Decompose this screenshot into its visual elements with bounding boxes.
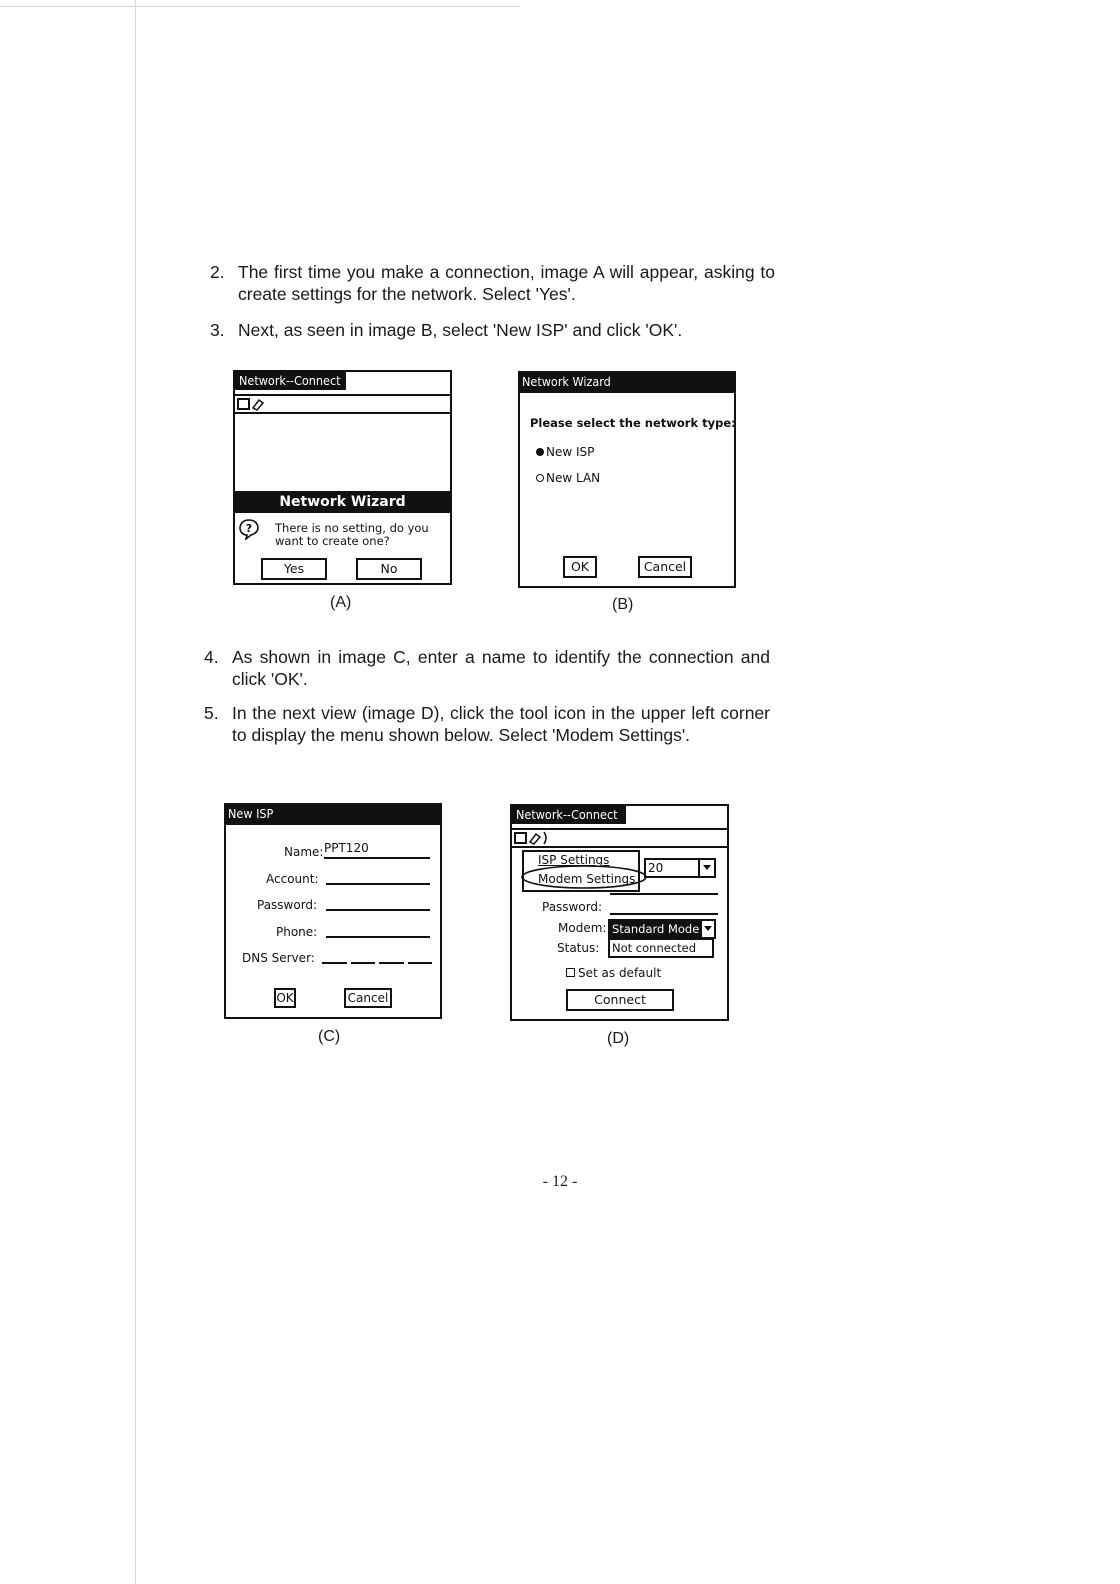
status-value: Not connected [612,941,697,955]
dialog-titlebar [233,491,452,513]
dns-server-label: DNS Server: [242,951,315,965]
account-field[interactable] [326,883,430,885]
step-number: 3. [210,320,225,340]
step-text: The first time you make a connection, image A will appear, asking to create settings for the network. Select 'Yes'. [238,262,775,304]
ok-button[interactable]: OK [563,556,597,578]
yes-button[interactable]: Yes [261,558,327,580]
caption-d: (D) [607,1030,630,1047]
connect-button[interactable]: Connect [566,989,674,1011]
network-type-prompt: Please select the network type: [530,416,736,430]
connection-select-value: 20 [648,861,664,875]
screen-c [224,803,442,1019]
status-value-box [608,938,714,958]
status-label: Status: [557,941,600,955]
step-5 [204,702,770,768]
screen-d [510,804,729,1021]
modem-select-value: Standard Mode [612,922,700,936]
checkbox-label: Set as default [578,966,662,980]
password-field[interactable] [326,909,430,911]
step-2 [210,261,775,307]
window-title: Network--Connect [235,372,346,390]
radio-new-lan[interactable] [536,471,600,485]
phone-label: Phone: [276,925,318,939]
chevron-down-icon [698,860,714,876]
toolbar [233,394,452,414]
modem-select[interactable] [608,919,716,939]
window-title: New ISP [224,803,442,825]
caption-b: (B) [612,596,634,613]
name-field[interactable]: PPT120 [324,841,369,855]
checkbox-icon [566,968,575,977]
screen-a [233,370,452,585]
menu-item-isp-settings[interactable]: ISP Settings [538,853,610,867]
step-4 [204,646,770,692]
page-number: - 12 - [542,1173,578,1190]
screen-b [518,371,736,588]
password-field[interactable] [610,913,718,915]
page-left-rule [135,0,136,1584]
account-field[interactable] [610,893,718,895]
svg-text:?: ? [245,522,253,535]
step-number: 5. [204,703,219,723]
window-title: Network--Connect [512,806,626,824]
tool-icon[interactable] [514,830,562,848]
no-button[interactable]: No [356,558,422,580]
name-field-underline [324,857,430,859]
caption-a: (A) [330,594,352,611]
step-text: Next, as seen in image B, select 'New ISP' and click 'OK'. [238,320,683,340]
cancel-button[interactable]: Cancel [638,556,692,578]
password-label: Password: [257,898,318,912]
name-label: Name: [284,845,324,859]
tool-icon[interactable] [237,396,277,412]
page-top-rule [0,6,520,7]
radio-label: New ISP [546,445,595,459]
password-label: Password: [542,900,603,914]
step-3 [210,319,775,341]
cancel-button[interactable]: Cancel [344,988,392,1008]
set-default-checkbox[interactable] [566,966,661,980]
phone-field[interactable] [326,936,430,938]
window-title: Network Wizard [518,371,736,393]
menu-item-modem-settings[interactable]: Modem Settings [538,872,636,886]
radio-selected-icon [536,448,544,456]
radio-new-isp[interactable] [536,445,594,459]
radio-label: New LAN [546,471,601,485]
chevron-down-icon [700,921,714,937]
dialog-message: There is no setting, do you want to create one? [275,521,429,548]
toolbar [510,828,729,848]
caption-c: (C) [318,1028,341,1045]
step-number: 4. [204,647,219,667]
highlight-circle [520,864,650,892]
radio-unselected-icon [536,474,544,482]
step-text: In the next view (image D), click the tool icon in the upper left corner to display the menu shown below. Select 'Modem Settings'. [232,703,770,745]
connection-select[interactable] [644,858,716,878]
modem-label: Modem: [558,921,607,935]
dialog-title: Network Wizard [279,494,406,510]
ok-button[interactable]: OK [274,988,296,1008]
step-number: 2. [210,262,225,282]
account-label: Account: [266,872,319,886]
dns-server-field[interactable] [322,962,432,964]
step-text: As shown in image C, enter a name to identify the connection and click 'OK'. [232,647,770,689]
question-icon [238,518,260,540]
